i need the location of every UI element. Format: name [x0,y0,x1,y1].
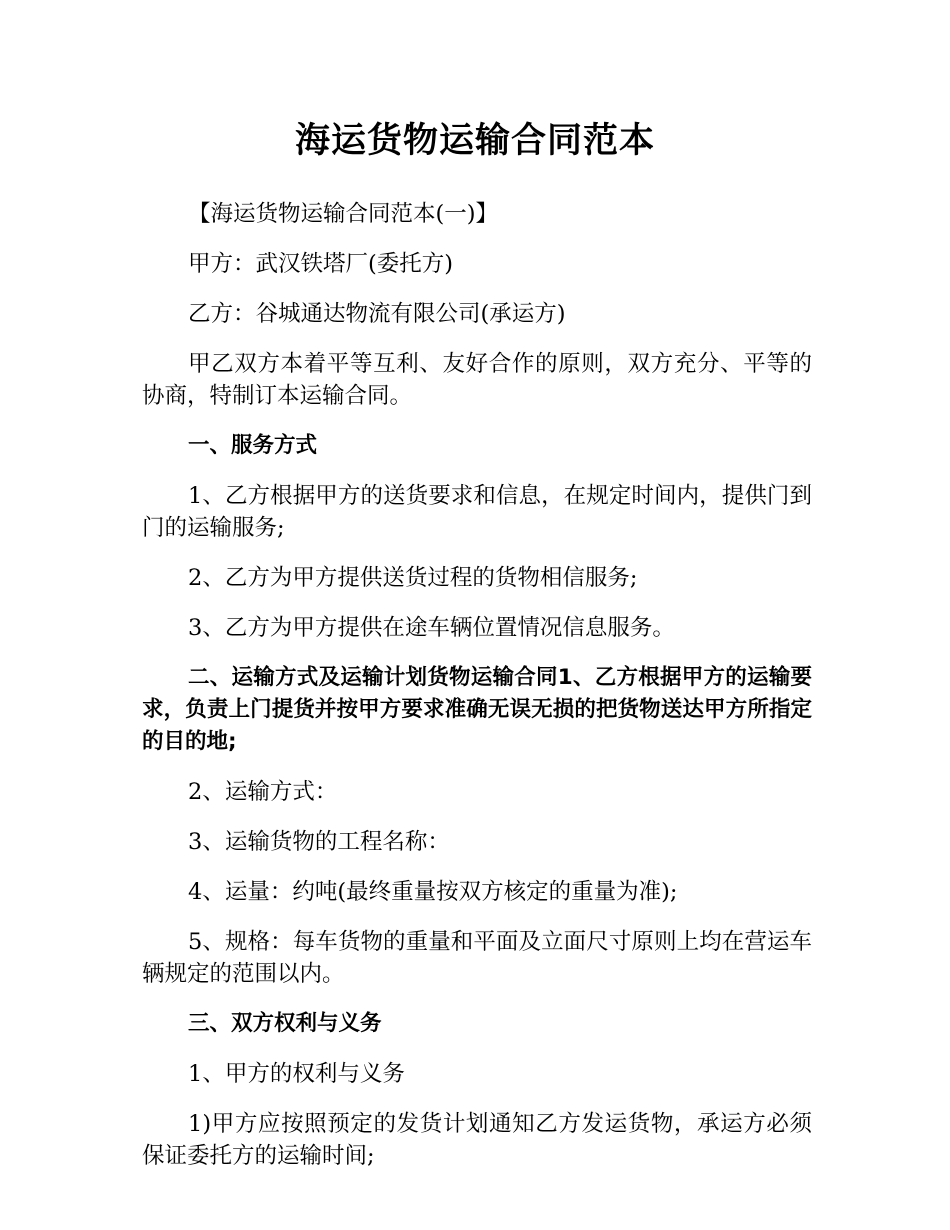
party-b: 乙方：谷城通达物流有限公司(承运方) [188,301,566,327]
rights-item-1-1: 1)甲方应按照预定的发货计划通知乙方发运货物，承运方必须保证委托方的运输时间; [142,1111,812,1169]
section-heading-transport: 二、运输方式及运输计划货物运输合同1、乙方根据甲方的运输要求，负责上门提货并按甲方要求准确无误无损的把货物送达甲方所指定的目的地; [142,665,812,754]
party-a: 甲方：武汉铁塔厂(委托方) [188,251,454,277]
service-item-1: 1、乙方根据甲方的送货要求和信息，在规定时间内，提供门到门的运输服务; [142,483,812,541]
rights-item-1: 1、甲方的权利与义务 [188,1061,405,1087]
section-heading-service: 一、服务方式 [188,433,318,458]
transport-item-4: 4、运量：约吨(最终重量按双方核定的重量为准); [188,879,678,905]
service-item-3: 3、乙方为甲方提供在途车辆位置情况信息服务。 [188,615,675,641]
transport-item-3: 3、运输货物的工程名称： [188,829,450,855]
contract-heading: 【海运货物运输合同范本(一)】 [188,201,499,227]
document-title: 海运货物运输合同范本 [294,121,655,161]
service-item-2: 2、乙方为甲方提供送货过程的货物相信服务; [188,565,638,591]
document-body [142,198,812,1190]
transport-item-5: 5、规格：每车货物的重量和平面及立面尺寸原则上均在营运车辆规定的范围以内。 [142,929,812,987]
transport-item-2: 2、运输方式： [188,779,338,805]
section-heading-rights: 三、双方权利与义务 [188,1011,382,1036]
preamble-paragraph: 甲乙双方本着平等互利、友好合作的原则，双方充分、平等的协商，特制订本运输合同。 [142,351,812,409]
